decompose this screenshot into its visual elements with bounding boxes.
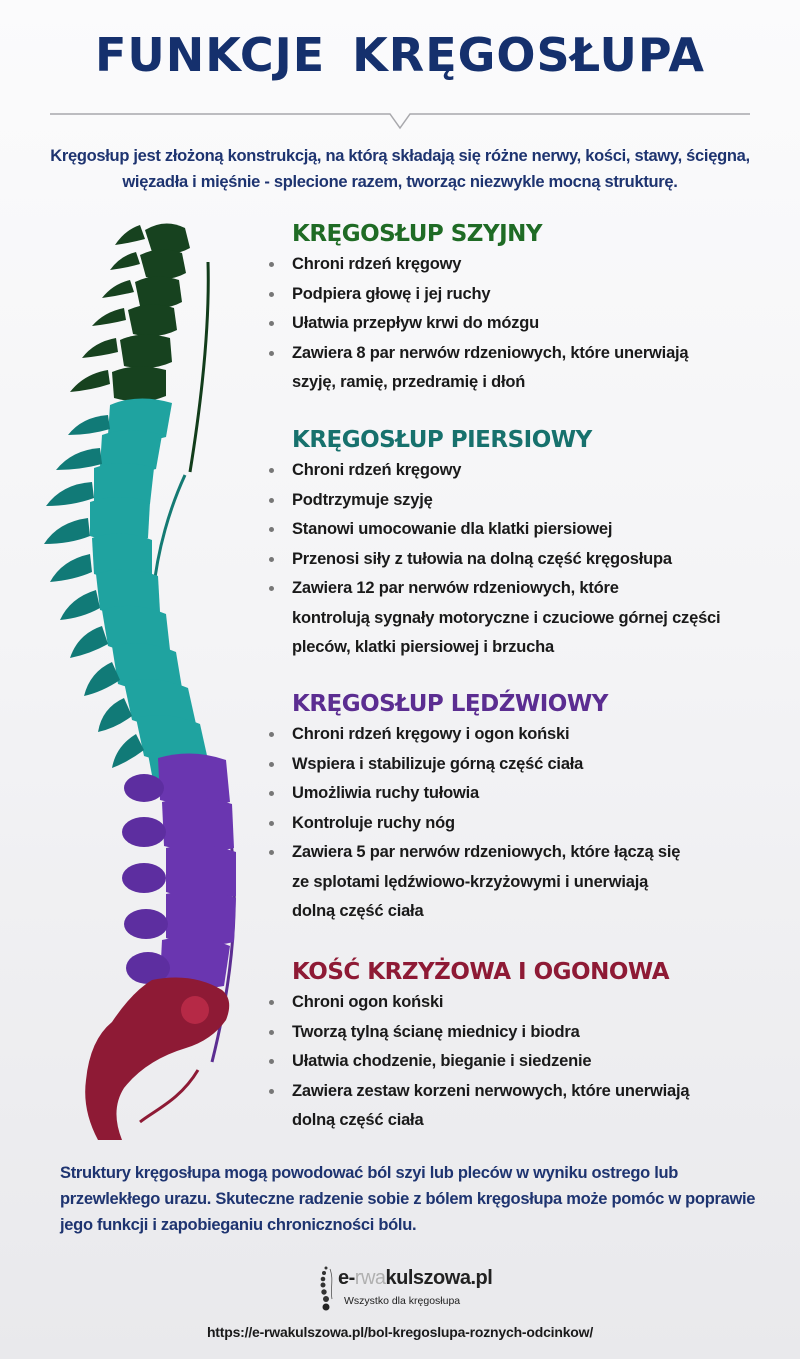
section-heading: KRĘGOSŁUP LĘDŹWIOWY [292, 691, 608, 717]
lumbar-vertebrae [158, 753, 236, 988]
bullet-icon [269, 468, 274, 473]
brand-tagline: Wszystko dla kręgosłupa [344, 1295, 461, 1307]
bullet-icon [269, 762, 274, 767]
list-item: Zawiera 5 par nerwów rdzeniowych, które łączą się [262, 838, 792, 868]
page-title: FUNKCJE KRĘGOSŁUPA [95, 28, 705, 82]
bullet-icon [269, 850, 274, 855]
bullet-icon [269, 1030, 274, 1035]
list-item: Podtrzymuje szyję [262, 486, 792, 516]
source-url: https://e-rwakulszowa.pl/bol-kregoslupa-roznych-odcinkow/ [206, 1324, 594, 1340]
bullet-icon [269, 1059, 274, 1064]
list-item: Zawiera 12 par nerwów rdzeniowych, które [262, 574, 792, 604]
list-item: Umożliwia ruchy tułowia [262, 779, 792, 809]
list-item-continuation: dolną część ciała [292, 902, 424, 920]
list-item: Tworzą tylną ścianę miednicy i biodra [262, 1018, 792, 1048]
list-item-continuation: dolną część ciała [292, 1111, 424, 1129]
section-heading: KRĘGOSŁUP PIERSIOWY [292, 427, 592, 453]
list-item: Stanowi umocowanie dla klatki piersiowej [262, 515, 792, 545]
brand-logo [318, 1265, 518, 1315]
list-item: Przenosi siły z tułowia na dolną część kręgosłupa [262, 545, 792, 575]
list-item: Ułatwia chodzenie, bieganie i siedzenie [262, 1047, 792, 1077]
section-lumbar [262, 688, 792, 927]
list-item-continuation: pleców, klatki piersiowej i brzucha [292, 638, 554, 656]
intro-text: Kręgosłup jest złożoną konstrukcją, na którą składają się różne nerwy, kości, stawy, ścięgna, więzadła i mięśnie - splecione razem, tworząc niezwykle mocną strukturę. [50, 147, 750, 191]
bullet-icon [269, 821, 274, 826]
spine-illustration [40, 210, 290, 1140]
list-item-continuation: szyję, ramię, przedramię i dłoń [292, 373, 526, 391]
section-heading: KRĘGOSŁUP SZYJNY [292, 221, 543, 247]
list-item: Chroni rdzeń kręgowy [262, 456, 792, 486]
divider-line [50, 112, 750, 130]
list-item: Podpiera głowę i jej ruchy [262, 280, 792, 310]
bullet-icon [269, 527, 274, 532]
list-item-continuation: kontrolują sygnały motoryczne i czuciowe górnej części [292, 608, 721, 627]
section-thoracic [262, 424, 792, 663]
brand-name: e-rwakulszowa.pl [338, 1267, 493, 1289]
bullet-icon [269, 351, 274, 356]
bullet-icon [269, 498, 274, 503]
bullet-list [262, 988, 792, 1136]
cervical-vertebrae [70, 223, 190, 401]
bullet-icon [269, 321, 274, 326]
section-heading: KOŚĆ KRZYŻOWA I OGONOWA [292, 959, 670, 985]
bullet-icon [269, 1089, 274, 1094]
bullet-icon [269, 791, 274, 796]
list-item: Chroni ogon koński [262, 988, 792, 1018]
spine-logo-icon [318, 1265, 336, 1315]
list-item: Zawiera zestaw korzeni nerwowych, które unerwiają [262, 1077, 792, 1107]
list-item: Chroni rdzeń kręgowy i ogon koński [262, 720, 792, 750]
bullet-icon [269, 732, 274, 737]
list-item: Ułatwia przepływ krwi do mózgu [262, 309, 792, 339]
list-item: Kontroluje ruchy nóg [262, 809, 792, 839]
bullet-icon [269, 1000, 274, 1005]
bullet-list [262, 456, 792, 663]
bullet-icon [269, 586, 274, 591]
outro-text: Struktury kręgosłupa mogą powodować ból szyi lub pleców w wyniku ostrego lub przewlekłego urazu. Skuteczne radzenie sobie z bólem kręgosłupa może pomóc w poprawie jego funkcji i zapobieganiu chroniczności bólu. [60, 1164, 756, 1234]
bullet-icon [269, 557, 274, 562]
bullet-list [262, 250, 792, 398]
section-sacral [262, 956, 792, 1136]
list-item: Wspiera i stabilizuje górną część ciała [262, 750, 792, 780]
bullet-icon [269, 292, 274, 297]
section-cervical [262, 218, 792, 398]
list-item: Zawiera 8 par nerwów rdzeniowych, które unerwiają [262, 339, 792, 369]
bullet-icon [269, 262, 274, 267]
thoracic-vertebrae [90, 398, 218, 794]
sacrum [85, 978, 229, 1140]
list-item-continuation: ze splotami lędźwiowo-krzyżowymi i unerwiają [292, 872, 649, 891]
bullet-list [262, 720, 792, 927]
list-item: Chroni rdzeń kręgowy [262, 250, 792, 280]
